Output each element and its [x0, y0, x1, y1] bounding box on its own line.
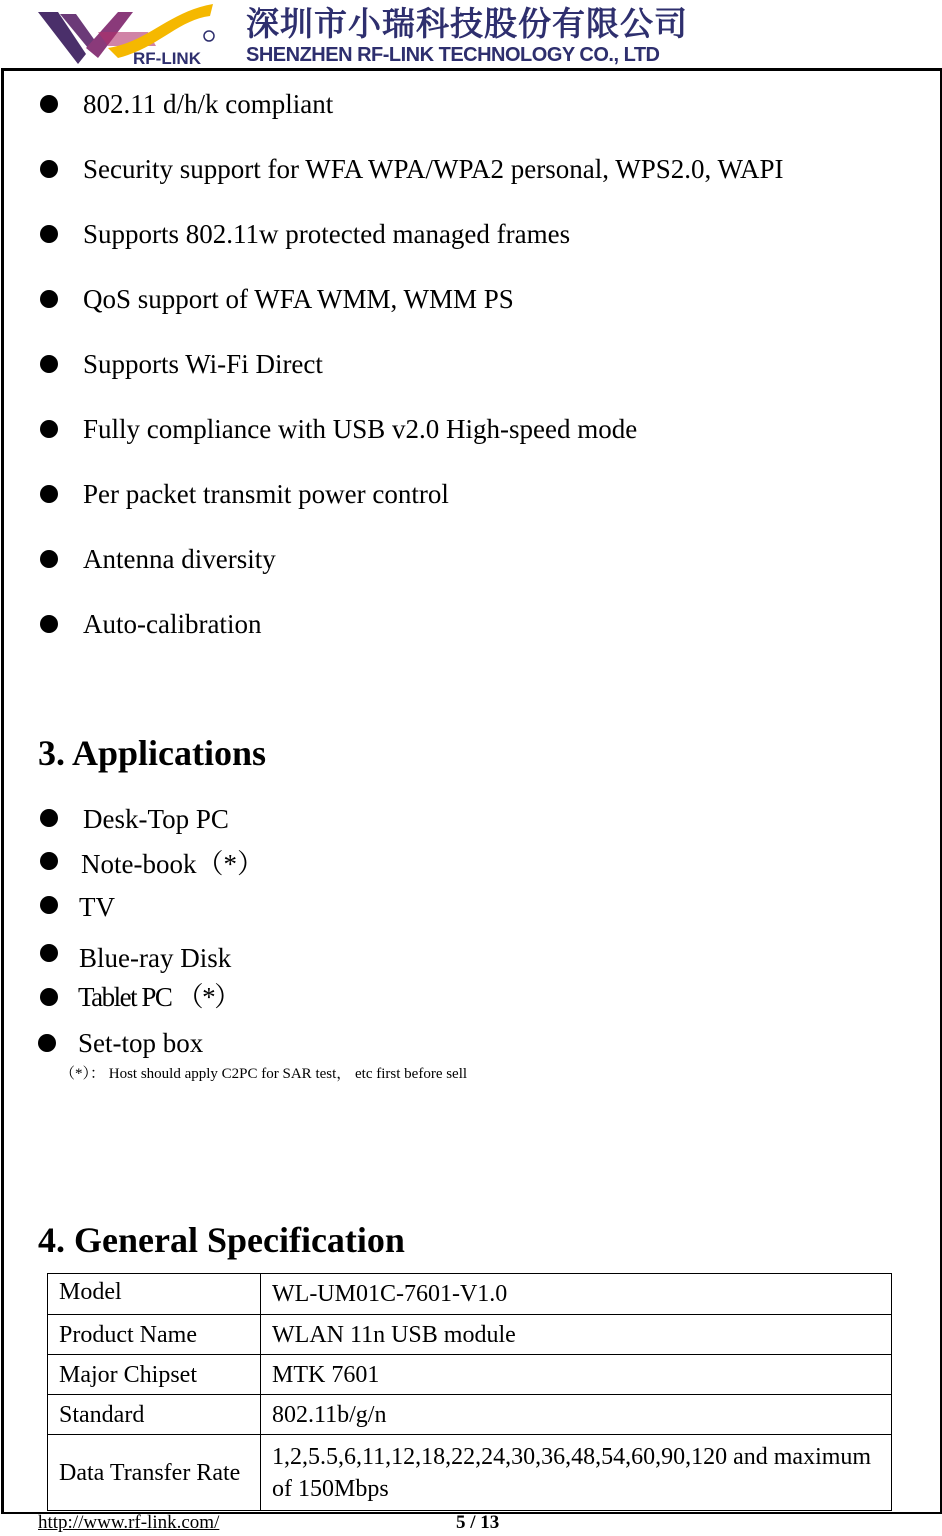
bullet-icon — [40, 852, 58, 870]
bullet-icon — [40, 944, 58, 962]
bullet-icon — [40, 896, 58, 914]
page-number: 5 / 13 — [456, 1512, 500, 1533]
document-page: RF-LINK 深圳市小瑞科技股份有限公司 SHENZHEN RF-LINK TECHNOLOGY CO., LTD 802.11 d/h/k compliant Security support for WFA WPA/WPA2 personal, WPS2.0, WAPI Supports 802.11w protected managed frames QoS support of WFA WMM, WMM PS Supports Wi-Fi Direct Fully compliance with USB v2.0 High-speed mode Per packet transmit power control Antenna diversity Auto-calibration 3. Applications Desk-Top PC Note-book（*） TV Blue-ray Disk Tablet PC （*） Set-top box （*）： Host should apply C2PC for SAR test， etc first before sell 4. General Specification Model WL-UM01C-7601-V1.0 Product Name WLAN 11n USB module Major Chipset MTK 7601 Standard 802.11b/g/n Data Transfer Rate 1,2,5.5,6,11,12,18,22,24,30,36,48,54,60,90,120 and maximum of 150Mbps http://www.rf-link.com/ 5 / 13 — [0, 0, 942, 1536]
bullet-icon — [40, 420, 58, 438]
table-row: Model WL-UM01C-7601-V1.0 — [48, 1274, 892, 1315]
spec-heading: 4. General Specification — [38, 1220, 405, 1260]
bullet-icon — [40, 615, 58, 633]
logo-text: RF-LINK — [133, 49, 201, 66]
bullet-icon — [40, 225, 58, 243]
bullet-icon — [40, 95, 58, 113]
bullet-icon — [40, 355, 58, 373]
bullet-icon — [40, 988, 58, 1006]
table-row: Major Chipset MTK 7601 — [48, 1355, 892, 1395]
table-row: Standard 802.11b/g/n — [48, 1395, 892, 1435]
company-name-en: SHENZHEN RF-LINK TECHNOLOGY CO., LTD — [246, 44, 660, 66]
bullet-icon — [40, 160, 58, 178]
applications-heading: 3. Applications — [38, 733, 267, 773]
footnote: （*）： Host should apply C2PC for SAR test， etc first before sell — [60, 1066, 468, 1082]
website-link[interactable]: http://www.rf-link.com/ — [38, 1512, 220, 1533]
bullet-icon — [40, 485, 58, 503]
bullet-icon — [40, 290, 58, 308]
rf-link-logo — [38, 2, 218, 66]
bullet-icon — [38, 1034, 56, 1052]
bullet-icon — [40, 550, 58, 568]
company-name-cn: 深圳市小瑞科技股份有限公司 — [246, 4, 688, 43]
page-header — [0, 0, 942, 68]
table-row: Product Name WLAN 11n USB module — [48, 1315, 892, 1355]
bullet-icon — [40, 809, 58, 827]
table-row: Data Transfer Rate 1,2,5.5,6,11,12,18,22,24,30,36,48,54,60,90,120 and maximum of 150Mbps — [48, 1435, 892, 1511]
spec-table — [47, 1273, 892, 1511]
